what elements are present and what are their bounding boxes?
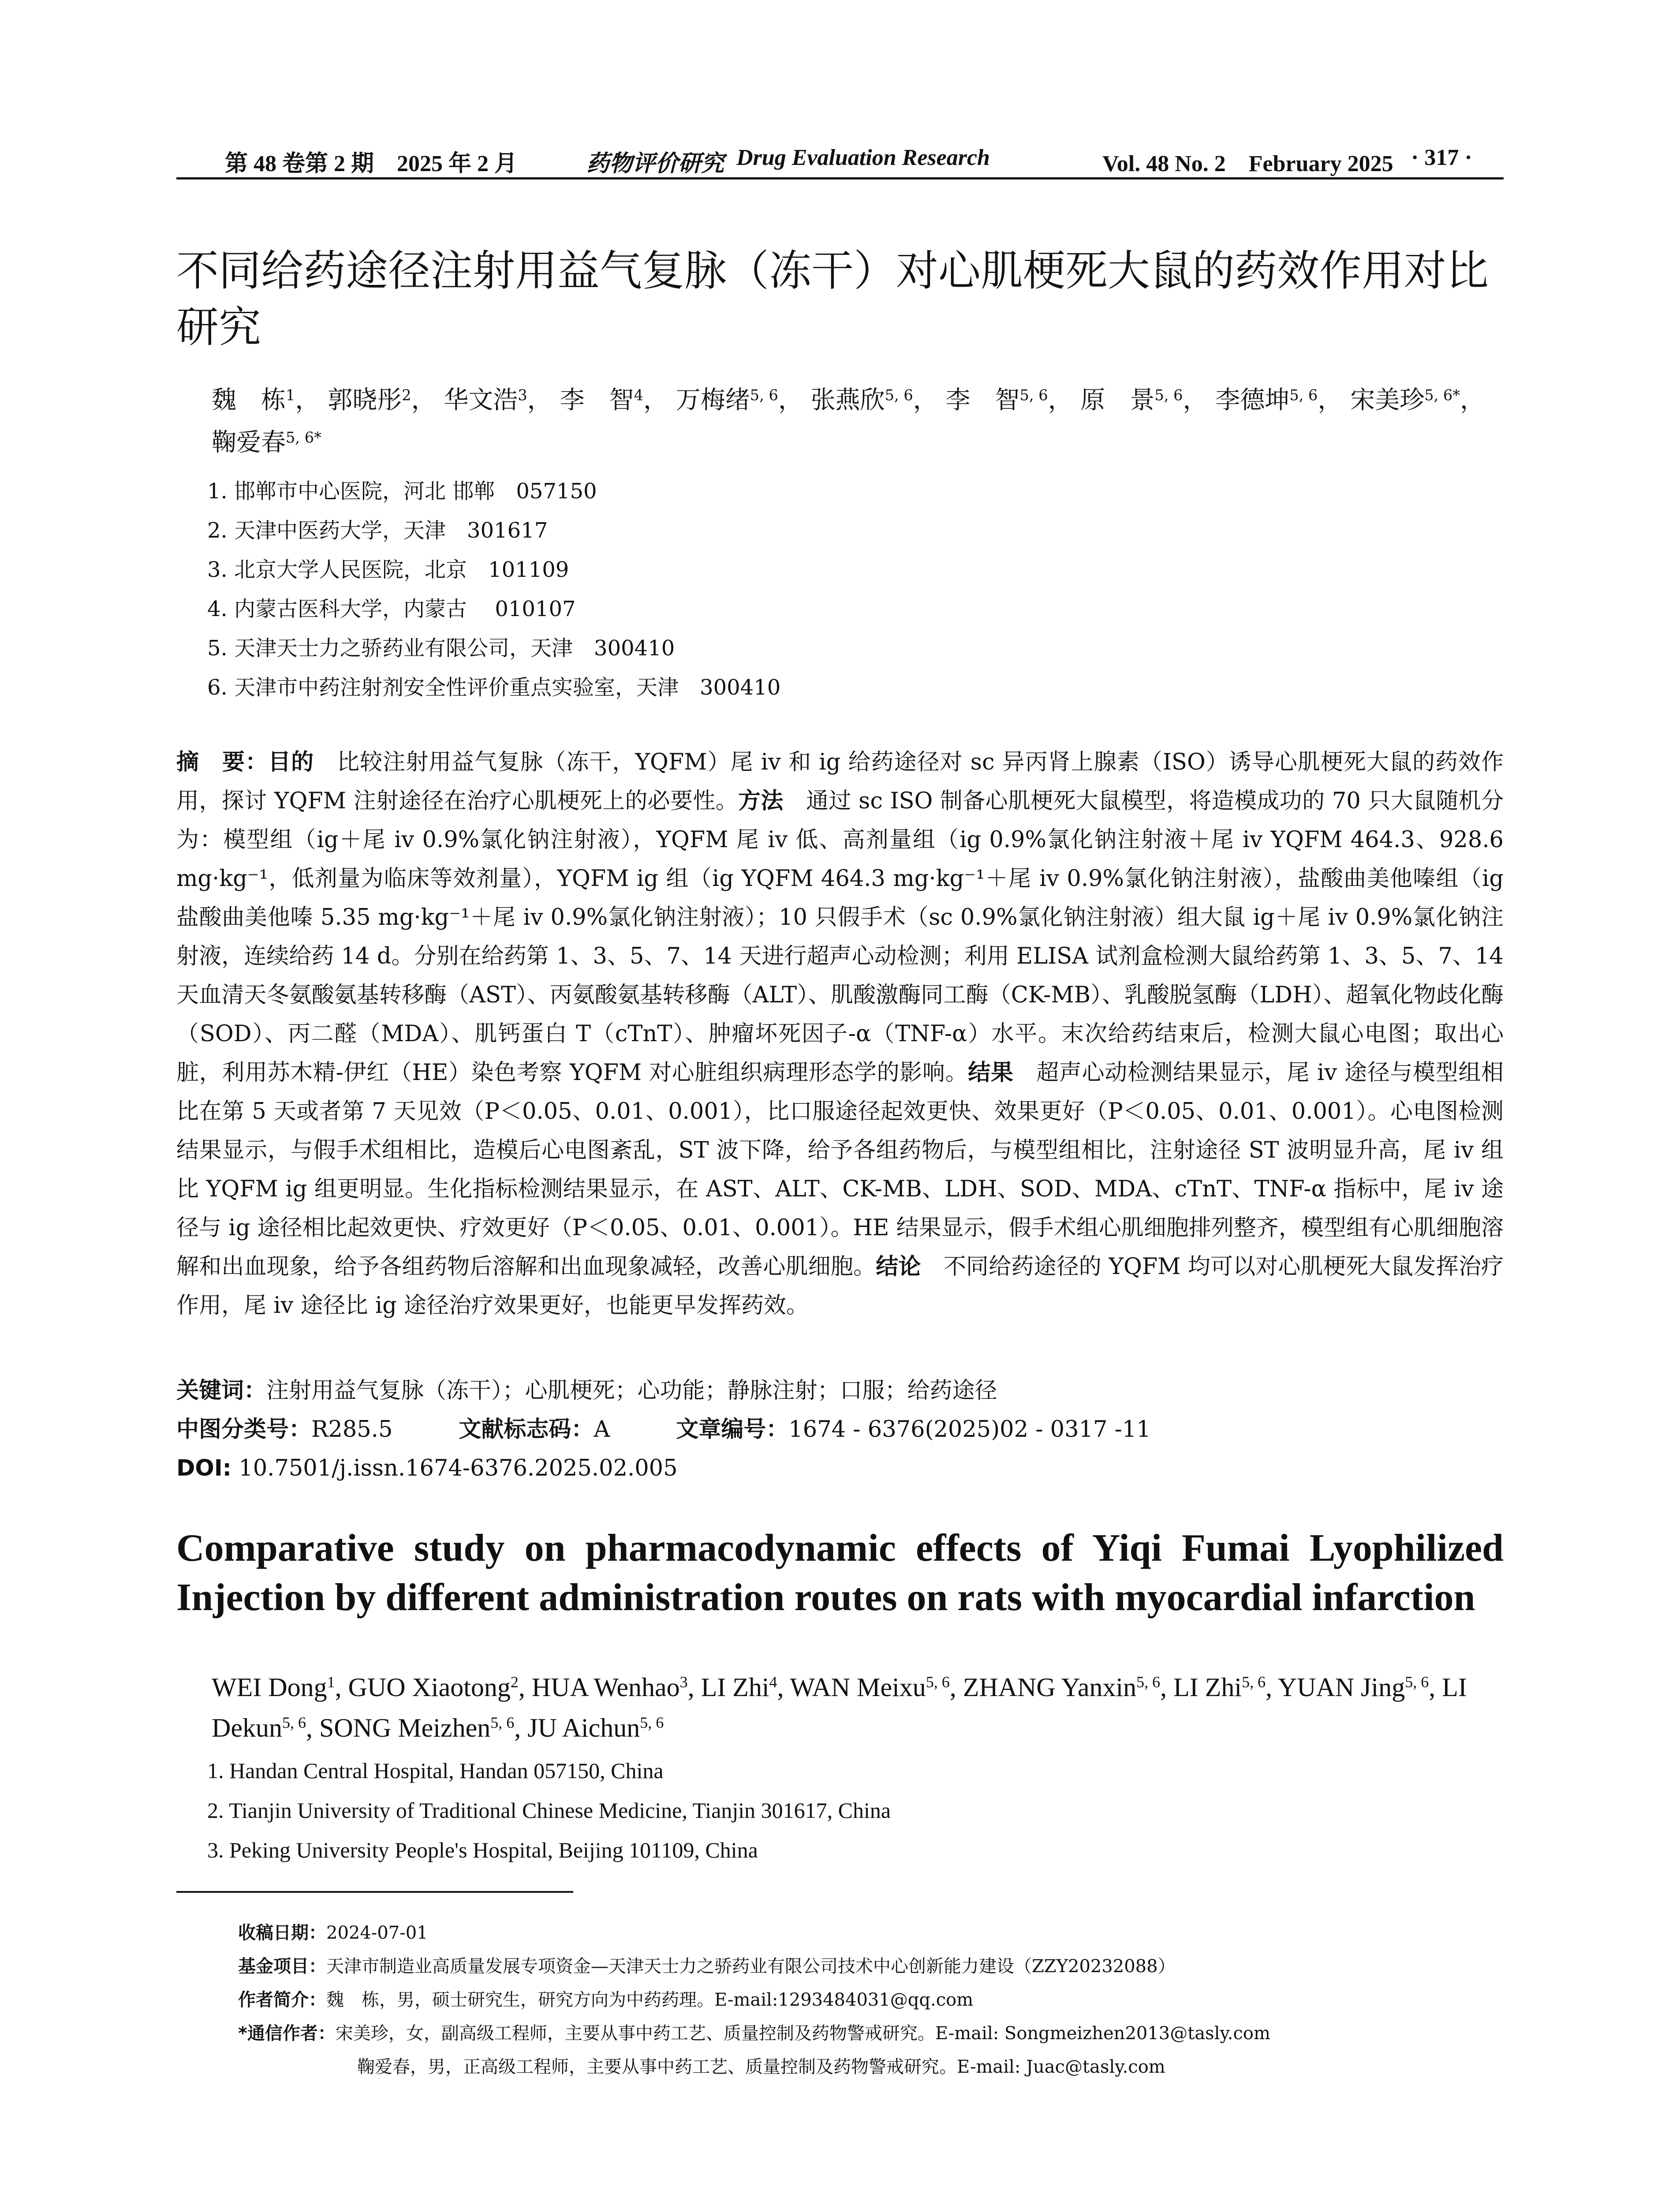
header-issue-en: Vol. 48 No. 2 February 2025 [1102, 151, 1393, 176]
footnote-divider [176, 1891, 573, 1893]
author-cn: 宋美珍$^{5, 6*}$ [1350, 386, 1460, 415]
author-cn: 万梅绪$^{5, 6}$ [676, 386, 778, 415]
author-en: GUO Xiaotong$^2$ [348, 1673, 519, 1702]
affiliation-cn: 3. 北京大学人民医院，北京 101109 [207, 557, 569, 582]
author-cn: 华文浩$^3$ [444, 386, 527, 415]
keywords-block [176, 1372, 1504, 1488]
classification-row: 中图分类号：R285.5 文献标志码：A 文章编号：1674 - 6376(2025)02 - 0317 -11 [176, 1416, 1151, 1443]
affiliation-en: 1. Handan Central Hospital, Handan 057150, China [207, 1758, 664, 1783]
conclusion-text: 不同给药途径的 YQFM 均可以对心肌梗死大鼠发挥治疗作用，尾 iv 途径比 ig 途径治疗效果更好，也能更早发挥药效。 [176, 1254, 1504, 1319]
title-cn: 不同给药途径注射用益气复脉（冻干）对心肌梗死大鼠的药效作用对比 研究 [176, 246, 1489, 352]
running-header [176, 137, 1504, 179]
journal-logo-cn: 药物评价研究 [586, 151, 724, 176]
conclusion-label: 结论 [876, 1254, 921, 1280]
author-en: HUA Wenhao$^3$ [531, 1673, 688, 1702]
header-issue-cn: 第 48 卷第 2 期 2025 年 2 月 [225, 151, 518, 176]
methods-text: 通过 sc ISO 制备心肌梗死大鼠模型，将造模成功的 70 只大鼠随机分为：模型组（ig＋尾 iv 0.9%氯化钠注射液），YQFM 尾 iv 低、高剂量组（ig 0.9%氯化钠注射液＋尾 iv YQFM 464.3、928.6 mg·kg⁻¹，低剂量为临床等效剂量），YQFM ig 组（ig YQFM 464.3 mg·kg⁻¹＋尾 iv 0.9%氯化钠注射液），盐酸曲美他嗪组（ig 盐酸曲美他嗪 5.35 mg·kg⁻¹＋尾 iv 0.9%氯化钠注射液）；10 只假手术（sc 0.9%氯化钠注射液）组大鼠 ig＋尾 iv 0.9%氯化钠注射液，连续给药 14 d。分别在给药第 1、3、5、7、14 天进行超声心动检测；利用 ELISA 试剂盒检测大鼠给药第 1、3、5、7、14 天血清天冬氨酸氨基转移酶（AST）、丙氨酸氨基转移酶（ALT）、肌酸激酶同工酶（CK-MB）、乳酸脱氢酶（LDH）、超氧化物歧化酶（SOD）、丙二醛（MDA）、肌钙蛋白 T（cTnT）、肿瘤坏死因子-α（TNF-α）水平。末次给药结束后，检测大鼠心电图；取出心脏，利用苏木精-伊红（HE）染色考察 YQFM 对心脏组织病理形态学的影响。 [176, 788, 1504, 1086]
footnote-fund: 基金项目：天津市制造业高质量发展专项资金—天津天士力之骄药业有限公司技术中心创新能力建设（ZZY20232088） [238, 1956, 1176, 1977]
author-en: LI Zhi$^{5, 6}$ [1173, 1673, 1266, 1702]
author-cn: 李德坤$^{5, 6}$ [1215, 386, 1318, 415]
objective-text: 比较注射用益气复脉（冻干，YQFM）尾 iv 和 ig 给药途径对 sc 异丙肾上腺素（ISO）诱导心肌梗死大鼠的药效作用，探讨 YQFM 注射途径在治疗心肌梗死上的必要性。 [176, 749, 1504, 814]
affiliation-cn: 4. 内蒙古医科大学，内蒙古 010107 [207, 597, 576, 621]
author-en: LI Zhi$^4$ [701, 1673, 777, 1702]
affiliations-en [207, 1751, 1504, 1870]
methods-label: 方法 [738, 788, 784, 814]
author-cn: 李 智$^4$ [560, 386, 643, 415]
authors-en: WEI Dong$^1$, GUO Xiaotong$^2$, HUA Wenhao$^3$, LI Zhi$^4$, WAN Meixu$^{5, 6}$, ZHANG Yanxin$^{5, 6}$, LI Zhi$^{5, 6}$, YUAN Jing$^{5, 6}$, LI Dekun$^{5, 6}$, SONG Meizhen$^{5, 6}$, JU Aichun$^{5, 6}$ [212, 1673, 1467, 1742]
footnote-received: 收稿日期：2024-07-01 [238, 1923, 428, 1943]
author-en: WEI Dong$^1$ [212, 1673, 335, 1702]
affiliation-en: 3. Peking University People's Hospital, Beijing 101109, China [207, 1838, 758, 1862]
affiliation-cn: 2. 天津中医药大学，天津 301617 [207, 518, 548, 543]
author-en: YUAN Jing$^{5, 6}$ [1277, 1673, 1429, 1702]
footnotes [238, 1916, 1517, 2084]
author-en: JU Aichun$^{5, 6}$ [527, 1713, 664, 1742]
header-journal-en: Drug Evaluation Research [736, 145, 990, 170]
abstract-cn [176, 743, 1504, 1325]
title-en: Comparative study on pharmacodynamic effects of Yiqi Fumai Lyophilized Injection by different administration routes on rats with myocardial infarction [176, 1527, 1504, 1619]
author-cn: 鞠爱春$^{5, 6*}$ [212, 428, 321, 457]
affiliation-cn: 1. 邯郸市中心医院，河北 邯郸 057150 [207, 479, 597, 504]
abstract-label: 摘 要： [176, 749, 269, 775]
doi: DOI: 10.7501/j.issn.1674-6376.2025.02.005 [176, 1455, 678, 1481]
authors-cn: 魏 栋$^1$， 郭晓彤$^2$， 华文浩$^3$， 李 智$^4$， 万梅绪$^{5, 6}$， 张燕欣$^{5, 6}$， 李 智$^{5, 6}$， 原 景$^{5, 6}$， 李德坤$^{5, 6}$， 宋美珍$^{5, 6*}$， 鞠爱春$^{5, 6*}$ [212, 386, 1485, 457]
author-cn: 魏 栋$^1$ [212, 386, 295, 415]
author-en: ZHANG Yanxin$^{5, 6}$ [963, 1673, 1161, 1702]
author-cn: 原 景$^{5, 6}$ [1080, 386, 1183, 415]
author-en: LI Dekun$^{5, 6}$ [212, 1673, 1467, 1742]
header-page-number: · 317 · [1411, 145, 1472, 170]
affiliation-cn: 6. 天津市中药注射剂安全性评价重点实验室，天津 300410 [207, 675, 781, 700]
author-en: WAN Meixu$^{5, 6}$ [790, 1673, 950, 1702]
author-cn: 李 智$^{5, 6}$ [945, 386, 1048, 415]
results-label: 结果 [968, 1060, 1014, 1086]
author-en: SONG Meizhen$^{5, 6}$ [319, 1713, 515, 1742]
affiliation-en: 2. Tianjin University of Traditional Chinese Medicine, Tianjin 301617, China [207, 1798, 891, 1823]
objective-label: 目的 [268, 749, 314, 775]
affiliation-cn: 5. 天津天士力之骄药业有限公司，天津 300410 [207, 636, 675, 661]
footnote-author: 作者简介：魏 栋，男，硕士研究生，研究方向为中药药理。E-mail:1293484031@qq.com [238, 1990, 974, 2010]
author-cn: 张燕欣$^{5, 6}$ [810, 386, 913, 415]
footnote-corresponding-2: 鞠爱春，男，正高级工程师，主要从事中药工艺、质量控制及药物警戒研究。E-mail: Juac@tasly.com [357, 2057, 1165, 2077]
keywords: 关键词：注射用益气复脉（冻干）；心肌梗死；心功能；静脉注射；口服；给药途径 [176, 1378, 997, 1404]
results-text: 超声心动检测结果显示，尾 iv 途径与模型组相比在第 5 天或者第 7 天见效（P＜0.05、0.01、0.001），比口服途径起效更快、效果更好（P＜0.05、0.01、0.001）。心电图检测结果显示，与假手术组相比，造模后心电图紊乱，ST 波下降，给予各组药物后，与模型组相比，注射途径 ST 波明显升高，尾 iv 组比 YQFM ig 组更明显。生化指标检测结果显示，在 AST、ALT、CK-MB、LDH、SOD、MDA、cTnT、TNF-α 指标中，尾 iv 途径与 ig 途径相比起效更快、疗效更好（P＜0.05、0.01、0.001）。HE 结果显示，假手术组心肌细胞排列整齐，模型组有心肌细胞溶解和出血现象，给予各组药物后溶解和出血现象减轻，改善心肌细胞。 [176, 1060, 1504, 1280]
footnote-corresponding: *通信作者：宋美珍，女，副高级工程师，主要从事中药工艺、质量控制及药物警戒研究。E-mail: Songmeizhen2013@tasly.com [238, 2023, 1270, 2044]
affiliations-cn [207, 472, 1508, 707]
author-cn: 郭晓彤$^2$ [328, 386, 411, 415]
